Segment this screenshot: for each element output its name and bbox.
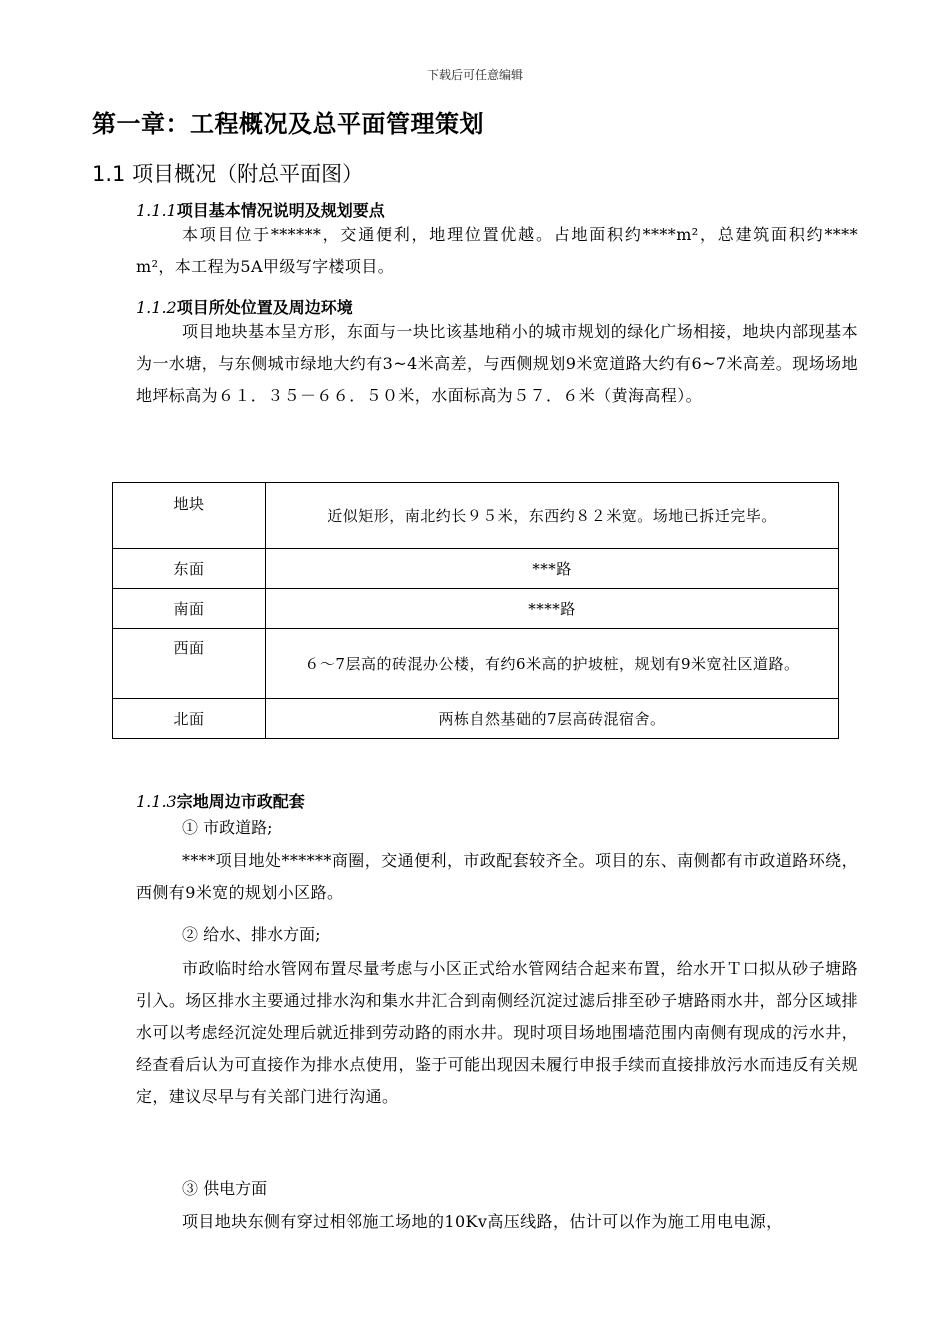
paragraph-project-info: 本项目位于******，交通便利，地理位置优越。占地面积约****m²，总建筑面积约**** m²，本工程为5A甲级写字楼项目。: [136, 225, 858, 276]
table-row: [113, 549, 839, 589]
paragraph-roads: ****项目地处******商圈，交通便利，市政配套较齐全。项目的东、南侧都有市政道路环绕，西侧有9米宽的规划小区路。: [136, 851, 858, 902]
table-key-cell: 东面: [113, 549, 266, 589]
list-item-power: ③ 供电方面: [182, 1179, 268, 1198]
site-surroundings-table: [112, 482, 839, 739]
table-value-cell: ６～7层高的砖混办公楼，有约6米高的护坡桩，规划有9米宽社区道路。: [266, 629, 839, 699]
table-key-cell: 南面: [113, 589, 266, 629]
subsection-title: 项目基本情况说明及规划要点: [176, 201, 385, 220]
table-row: [113, 483, 839, 549]
subsection-1-1-3-heading: [136, 789, 305, 812]
list-item-roads: ① 市政道路;: [182, 818, 273, 837]
subsection-number: 1.1.3: [136, 792, 177, 811]
subsection-number: 1.1.2: [136, 298, 177, 317]
paragraph-power: 项目地块东侧有穿过相邻施工场地的10Kv高压线路，估计可以作为施工用电电源，: [182, 1212, 783, 1231]
table-value-cell: 近似矩形，南北约长９５米，东西约８２米宽。场地已拆迁完毕。: [266, 483, 839, 549]
table-value-cell: 两栋自然基础的7层高砖混宿舍。: [266, 699, 839, 739]
table-key-cell: 西面: [113, 629, 266, 699]
table-row: [113, 629, 839, 699]
table-value-cell: ****路: [266, 589, 839, 629]
subsection-title: 宗地周边市政配套: [176, 792, 305, 811]
subsection-1-1-2-heading: [136, 295, 353, 318]
subsection-1-1-1-heading: [136, 198, 385, 221]
table-value-cell: ***路: [266, 549, 839, 589]
list-item-water: ② 给水、排水方面;: [182, 925, 321, 944]
table-key-cell: 北面: [113, 699, 266, 739]
chapter-title: 第一章：工程概况及总平面管理策划: [92, 110, 484, 138]
subsection-title: 项目所处位置及周边环境: [176, 298, 353, 317]
table-key-cell: 地块: [113, 483, 266, 549]
subsection-number: 1.1.1: [136, 201, 177, 220]
paragraph-location: 项目地块基本呈方形，东面与一块比该基地稍小的城市规划的绿化广场相接，地块内部现基本为一水塘，与东侧城市绿地大约有3~4米高差，与西侧规划9米宽道路大约有6~7米高差。现场场地地坪标高为６１．３５－６６．５０米，水面标高为５７．６米（黄海高程）。: [136, 322, 858, 405]
table-row: [113, 699, 839, 739]
header-note: 下载后可任意编辑: [426, 68, 523, 82]
table-row: [113, 589, 839, 629]
paragraph-water: 市政临时给水管网布置尽量考虑与小区正式给水管网结合起来布置，给水开Ｔ口拟从砂子塘路引入。场区排水主要通过排水沟和集水井汇合到南侧经沉淀过滤后排至砂子塘路雨水井，部分区域排水可以考虑经沉淀处理后就近排到劳动路的雨水井。现时项目场地围墙范围内南侧有现成的污水井，经查看后认为可直接作为排水点使用，鉴于可能出现因未履行申报手续而直接排放污水而违反有关规定，建议尽早与有关部门进行沟通。: [136, 959, 858, 1106]
section-title: 1.1 项目概况（附总平面图）: [92, 162, 364, 186]
